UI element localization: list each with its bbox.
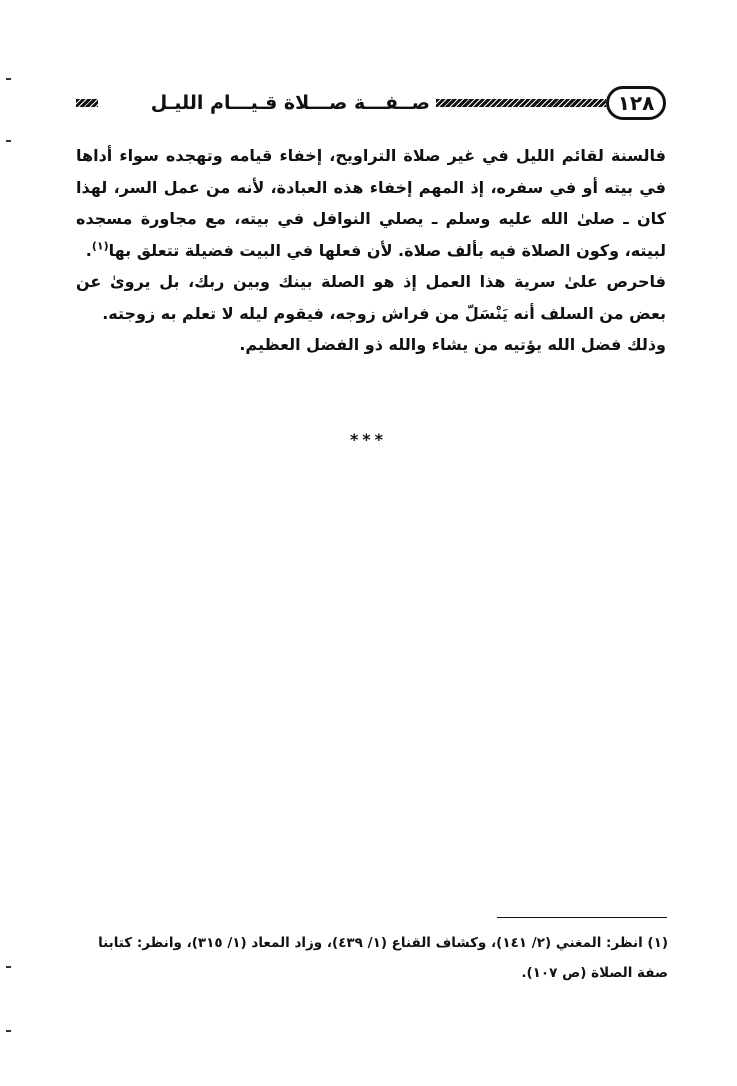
footnote xyxy=(76,928,668,988)
paragraph-3: وذلك فضل الله يؤتيه من يشاء والله ذو الفضل العظيم. xyxy=(239,335,666,354)
paragraph-1-text: فالسنة لقائم الليل في غير صلاة التراويح، إخفاء قيامه وتهجده سواء أداها في بيته أو في سفره، إذ المهم إخفاء هذه العبادة، لأنه من عمل السر، لهذا كان ـ صلىٰ الله عليه وسلم ـ يصلي النوافل في بيته، مع مجاورة مسجده لبيته، وكون الصلاة فيه بألف صلاة. لأن فعلها في البيت فضيلة تتعلق بها xyxy=(76,146,666,260)
section-separator: *** xyxy=(349,430,388,449)
header-ornament-rule-right xyxy=(436,99,606,107)
paragraph-1-end: . xyxy=(85,240,92,260)
footnote-line-1: (١) انظر: المغني (٢/ ١٤١)، وكشاف القناع (١/ ٤٣٩)، وزاد المعاد (١/ ٣١٥)، وانظر: كتابنا xyxy=(98,935,668,951)
scan-mark xyxy=(6,1030,11,1032)
main-text xyxy=(76,140,666,361)
paragraph-2: فاحرص علىٰ سرية هذا العمل إذ هو الصلة بينك وبين ربك، بل يروىٰ عن بعض من السلف أنه يَنْسَلّ من فراش زوجه، فيقوم ليله لا تعلم به زوجته. xyxy=(76,272,666,323)
footnote-divider xyxy=(497,917,667,918)
scan-mark xyxy=(6,78,11,80)
paragraph-1 xyxy=(76,140,666,266)
page-number-badge: ١٢٨ xyxy=(606,86,666,120)
footnote-line-2: صفة الصلاة (ص ١٠٧). xyxy=(521,965,668,981)
footnote-reference: (١) xyxy=(91,239,109,253)
scan-mark xyxy=(6,140,11,142)
scan-mark xyxy=(6,966,11,968)
page-header xyxy=(76,86,666,122)
running-title: صــفـــة صـــلاة قـيـــام الليـل xyxy=(150,92,430,114)
header-ornament-rule-left xyxy=(76,99,98,107)
